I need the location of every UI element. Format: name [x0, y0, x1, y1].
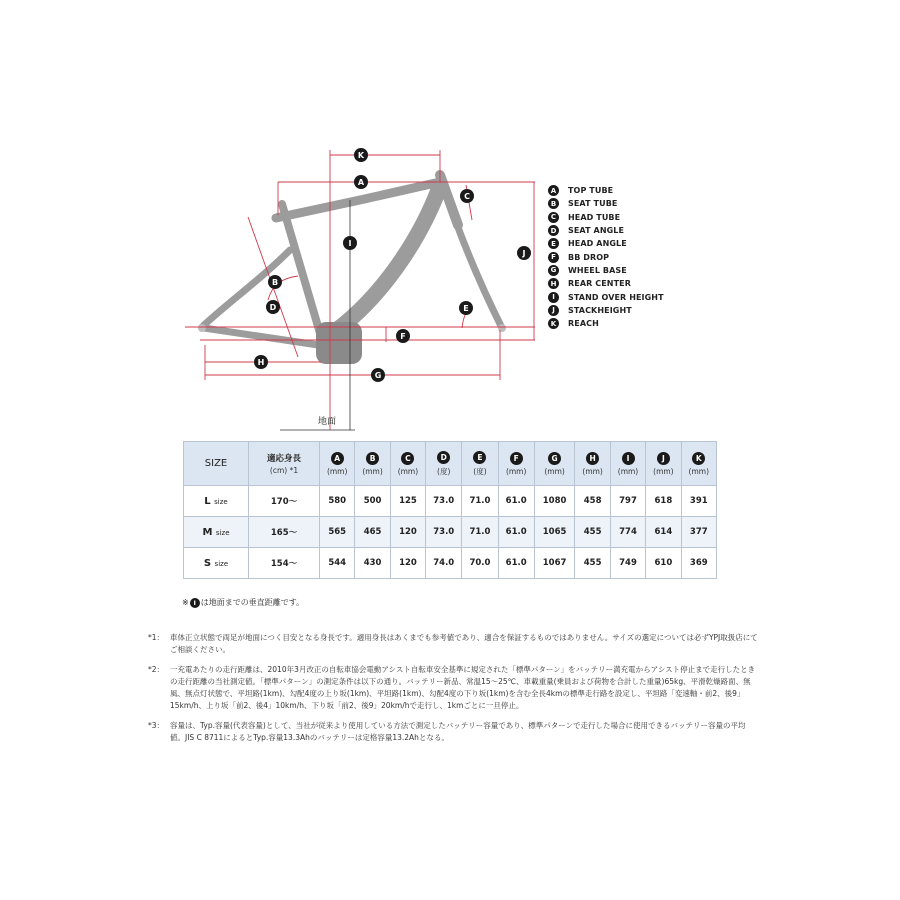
column-badge: F — [510, 452, 523, 465]
column-badge: C — [401, 452, 414, 465]
value-cell: 797 — [610, 486, 645, 517]
column-unit: (mm) — [582, 466, 603, 476]
value-cell: 71.0 — [462, 486, 498, 517]
footnote — [148, 720, 758, 744]
ground-label: 地面 — [318, 417, 337, 427]
front-dropout — [498, 324, 506, 332]
legend-label: BB DROP — [568, 252, 610, 262]
value-cell: 1065 — [534, 517, 575, 548]
value-cell: 61.0 — [498, 517, 534, 548]
size-letter: L — [204, 495, 211, 507]
dimension-legend — [548, 184, 664, 330]
value-cell: 580 — [320, 486, 355, 517]
value-cell: 455 — [575, 548, 610, 579]
column-badge: J — [657, 452, 670, 465]
column-header-E — [462, 442, 498, 486]
fit-height-header — [249, 442, 320, 486]
fit-cell: 154〜 — [249, 548, 320, 579]
footnotes — [148, 632, 758, 752]
legend-label: WHEEL BASE — [568, 265, 627, 275]
column-badge: E — [473, 451, 486, 464]
bike-frame — [202, 175, 502, 345]
legend-item — [548, 317, 664, 330]
value-cell: 61.0 — [498, 548, 534, 579]
column-unit: (mm) — [653, 466, 674, 476]
column-badge: D — [437, 451, 450, 464]
value-cell: 610 — [646, 548, 681, 579]
value-cell: 73.0 — [426, 486, 462, 517]
legend-badge: G — [548, 265, 559, 276]
size-cell — [184, 548, 249, 579]
legend-label: SEAT TUBE — [568, 199, 618, 209]
value-cell: 614 — [646, 517, 681, 548]
legend-badge: C — [548, 212, 559, 223]
fit-height-label: 適応身長 — [266, 454, 301, 464]
note-badge-I: I — [190, 598, 200, 608]
value-cell: 500 — [355, 486, 390, 517]
value-cell: 369 — [681, 548, 716, 579]
badge-G: G — [374, 371, 382, 380]
value-cell: 544 — [320, 548, 355, 579]
table-row — [184, 517, 717, 548]
size-cell — [184, 517, 249, 548]
footnote-mark: *1： — [148, 633, 165, 642]
value-cell: 749 — [610, 548, 645, 579]
column-header-F — [498, 442, 534, 486]
legend-label: HEAD TUBE — [568, 212, 621, 222]
column-badge: I — [622, 452, 635, 465]
fit-cell: 165〜 — [249, 517, 320, 548]
footnote-mark: *2： — [148, 665, 165, 674]
value-cell: 430 — [355, 548, 390, 579]
table-row — [184, 548, 717, 579]
value-cell: 61.0 — [498, 486, 534, 517]
seat-tube — [282, 204, 322, 340]
footnote — [148, 632, 758, 656]
legend-label: REACH — [568, 319, 599, 329]
badge-D: D — [269, 303, 277, 312]
legend-label: STACKHEIGHT — [568, 305, 632, 315]
legend-label: STAND OVER HEIGHT — [568, 292, 664, 302]
value-cell: 71.0 — [462, 517, 498, 548]
size-cell — [184, 486, 249, 517]
value-cell: 120 — [390, 517, 425, 548]
size-suffix: size — [214, 497, 228, 506]
legend-item — [548, 250, 664, 263]
value-cell: 70.0 — [462, 548, 498, 579]
down-tube — [330, 186, 440, 335]
value-cell: 618 — [646, 486, 681, 517]
footnote-text: 車体正立状態で両足が地面につく目安となる身長です。適用身長はあくまでも参考値であり、適合を保証するものではありません。サイズの選定については必ずYPJ取扱店にてご相談ください。 — [170, 633, 758, 654]
legend-badge: K — [548, 318, 559, 329]
size-letter: M — [202, 526, 213, 538]
column-unit: (度) — [437, 466, 451, 476]
column-badge: H — [586, 452, 599, 465]
legend-label: REAR CENTER — [568, 279, 631, 289]
legend-label: TOP TUBE — [568, 186, 614, 196]
badge-E: E — [463, 304, 469, 313]
legend-item — [548, 264, 664, 277]
column-unit: (mm) — [505, 466, 527, 476]
value-cell: 377 — [681, 517, 716, 548]
value-cell: 74.0 — [426, 548, 462, 579]
column-badge: K — [692, 452, 705, 465]
legend-label: HEAD ANGLE — [568, 239, 627, 249]
legend-item — [548, 184, 664, 197]
value-cell: 1067 — [534, 548, 575, 579]
column-unit: (mm) — [362, 466, 383, 476]
value-cell: 1080 — [534, 486, 575, 517]
frame-geometry-diagram — [0, 0, 900, 440]
value-cell: 391 — [681, 486, 716, 517]
column-unit: (度) — [473, 466, 487, 476]
legend-item — [548, 277, 664, 290]
footnote — [148, 664, 758, 712]
column-unit: (mm) — [544, 466, 565, 476]
value-cell: 120 — [390, 548, 425, 579]
footnote-text: 一充電あたりの走行距離は、2010年3月改正の自転車協会電動アシスト自転車安全基準に規定された「標準パターン」をバッテリー満充電からアシスト停止まで走行したときの走行距離の当社測定値。「標準パターン」の測定条件は以下の通り。バッテリー新品、常温15〜25℃、車載重量(乗員および荷物を合計した重量)65kg、平滑乾燥路面、無風、無点灯状態で、平坦路(1km)、勾配4度の上り坂(1km)、平坦路(1km)、勾配4度の下り坂(1km)を含む全長4kmの標準走行路を設定し、平坦路「変速軸・前2、後9」15km/h、上り坂「前2、後4」10km/h、下り坂「前2、後9」20km/hで走行し、1kmごとに一旦停止。 — [170, 665, 756, 710]
column-header-C — [390, 442, 425, 486]
value-cell: 73.0 — [426, 517, 462, 548]
legend-item — [548, 197, 664, 210]
legend-item — [548, 224, 664, 237]
value-cell: 774 — [610, 517, 645, 548]
badge-K: K — [357, 151, 365, 160]
badge-F: F — [400, 332, 406, 341]
drive-unit — [316, 322, 362, 364]
legend-badge: B — [548, 198, 559, 209]
badge-A: A — [357, 178, 365, 187]
badge-H: H — [257, 358, 265, 367]
column-header-G — [534, 442, 575, 486]
column-badge: A — [331, 452, 344, 465]
legend-item — [548, 290, 664, 303]
chain-stay — [204, 328, 318, 345]
legend-badge: A — [548, 185, 559, 196]
column-header-H — [575, 442, 610, 486]
column-header-D — [426, 442, 462, 486]
footnote-mark: *3： — [148, 721, 165, 730]
legend-badge: E — [548, 238, 559, 249]
column-header-K — [681, 442, 716, 486]
badge-I: I — [348, 239, 352, 248]
geometry-table — [183, 441, 717, 579]
badge-B: B — [271, 278, 279, 287]
column-badge: B — [366, 452, 379, 465]
fit-cell: 170〜 — [249, 486, 320, 517]
value-cell: 458 — [575, 486, 610, 517]
note-text: は地面までの垂直距離です。 — [200, 598, 305, 607]
column-header-J — [646, 442, 681, 486]
legend-badge: D — [548, 225, 559, 236]
legend-item — [548, 237, 664, 250]
value-cell: 455 — [575, 517, 610, 548]
stand-over-note — [182, 597, 304, 608]
footnote-text: 容量は、Typ.容量(代表容量)として、当社が従来より使用している方法で測定したバッテリー容量であり、標準パターンで走行した場合に使用できるバッテリー容量の平均値。JIS C 8711によるとTyp.容量13.3Ahのバッテリーは定格容量13.2Ahとなる。 — [170, 721, 746, 742]
column-unit: (mm) — [688, 466, 710, 476]
badge-C: C — [464, 192, 470, 201]
column-unit: (mm) — [397, 466, 419, 476]
value-cell: 125 — [390, 486, 425, 517]
fit-height-unit: (cm) *1 — [269, 466, 299, 475]
legend-badge: J — [548, 305, 559, 316]
badge-J: J — [522, 249, 526, 258]
note-prefix: ※ — [182, 598, 189, 607]
column-badge: G — [548, 452, 561, 465]
legend-label: SEAT ANGLE — [568, 226, 625, 236]
size-header: SIZE — [184, 442, 249, 486]
value-cell: 565 — [320, 517, 355, 548]
column-unit: (mm) — [617, 466, 639, 476]
column-header-B — [355, 442, 390, 486]
table-row — [184, 486, 717, 517]
legend-badge: F — [548, 252, 559, 263]
column-header-A — [320, 442, 355, 486]
legend-item — [548, 304, 664, 317]
legend-badge: H — [548, 278, 559, 289]
size-suffix: size — [214, 559, 229, 568]
value-cell: 465 — [355, 517, 390, 548]
column-unit: (mm) — [326, 466, 348, 476]
legend-badge: I — [548, 292, 559, 303]
size-letter: S — [203, 557, 212, 569]
legend-item — [548, 211, 664, 224]
table-header-row — [184, 442, 717, 486]
rear-dropout — [198, 324, 206, 332]
size-suffix: size — [215, 528, 230, 537]
column-header-I — [610, 442, 645, 486]
